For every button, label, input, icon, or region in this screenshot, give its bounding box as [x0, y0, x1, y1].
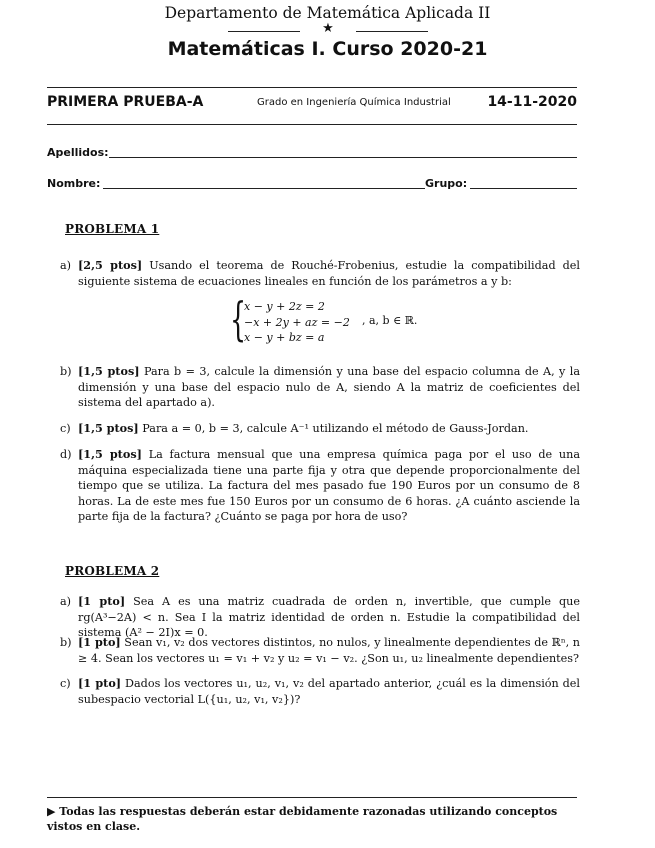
item-mark: c)	[60, 422, 71, 435]
item-text: Para a = 0, b = 3, calcule A⁻¹ utilizando el método de Gauss-Jordan.	[138, 422, 529, 435]
exam-title: PRIMERA PRUEBA-A	[47, 94, 204, 110]
equation-2: −x + 2y + az = −2	[244, 315, 350, 329]
item-mark: d)	[60, 448, 72, 461]
department-name: Departamento de Matemática Aplicada II	[164, 4, 491, 22]
problem-2-title: PROBLEMA 2	[65, 564, 160, 578]
item-points: [1,5 ptos]	[78, 421, 139, 435]
exam-info-row	[47, 94, 577, 114]
problem-1-item-c	[60, 421, 580, 437]
item-points: [1,5 ptos]	[78, 447, 142, 461]
item-text: Sea A es una matriz cuadrada de orden n, invertible, que cumple que rg(A³−2A) < n. Sea I la matriz identidad de orden n. Estudie la compatibilidad del sistema (A² − 2I)x = 0.	[78, 595, 581, 640]
course-title: Matemáticas I. Curso 2020-21	[167, 38, 488, 60]
ornament-line-right	[356, 31, 428, 32]
name-label: Nombre:	[47, 177, 101, 190]
group-field[interactable]	[470, 188, 577, 189]
degree-name: Grado en Ingeniería Química Industrial	[257, 97, 451, 108]
problem-2-item-a	[60, 594, 580, 641]
item-text: La factura mensual que una empresa química paga por el uso de una máquina especializada tiene una parte fija y otra que depende proporcionalmente del tiempo que se utiliza. La factura del mes pasado fue 190 Euros por un consumo de 8 horas. La de este mes fue 150 Euros por un consumo de 6 horas. ¿A cuánto asciende la parte fija de la factura? ¿Cuánto se paga por hora de uso?	[78, 448, 581, 524]
footer-text: Todas las respuestas deberán estar debidamente razonadas utilizando conceptos vistos en clase.	[47, 805, 558, 833]
item-mark: c)	[60, 677, 71, 690]
item-mark: b)	[60, 365, 72, 378]
problem-1-item-b	[60, 364, 580, 411]
item-text: Para b = 3, calcule la dimensión y una base del espacio columna de A, y la dimensión y una base del espacio nulo de A, siendo A la matriz de coeficientes del sistema del apartado a).	[78, 365, 580, 410]
footer-note	[47, 804, 577, 834]
divider-top	[47, 87, 577, 88]
problem-2-item-c	[60, 676, 580, 707]
problem-1-item-d	[60, 447, 580, 525]
equation-3: x − y + bz = a	[244, 331, 325, 344]
star-icon: ★	[322, 21, 334, 36]
title-ornament	[228, 21, 428, 38]
item-points: [1 pto]	[78, 594, 126, 608]
problem-1-item-a	[60, 258, 580, 289]
item-text: Dados los vectores u₁, u₂, v₁, v₂ del apartado anterior, ¿cuál es la dimensión del subespacio vectorial L({u₁, u₂, v₁, v₂})?	[78, 677, 581, 706]
item-points: [1,5 ptos]	[78, 364, 140, 378]
item-mark: b)	[60, 636, 72, 649]
name-field[interactable]	[103, 188, 425, 189]
exam-date: 14-11-2020	[487, 94, 577, 110]
problem-2-item-b	[60, 635, 580, 666]
item-points: [1 pto]	[78, 635, 121, 649]
divider-bottom	[47, 124, 577, 125]
item-text: Sean v₁, v₂ dos vectores distintos, no nulos, y linealmente dependientes de ℝⁿ, n ≥ 4. Sean los vectores u₁ = v₁ + v₂ y u₂ = v₁ − v₂. ¿Son u₁, u₂ linealmente dependientes?	[78, 636, 581, 665]
item-points: [1 pto]	[78, 676, 122, 690]
equation-1: x − y + 2z = 2	[244, 300, 325, 313]
item-text: Usando el teorema de Rouché-Frobenius, estudie la compatibilidad del siguiente sistema de ecuaciones lineales en función de los parámetros a y b:	[78, 259, 580, 288]
parameter-condition: , a, b ∈ ℝ.	[362, 314, 418, 327]
surname-field[interactable]	[109, 157, 577, 158]
bullet-icon: ▶	[47, 805, 56, 818]
item-mark: a)	[60, 595, 72, 608]
item-points: [2,5 ptos]	[78, 258, 143, 272]
item-mark: a)	[60, 259, 72, 272]
group-label: Grupo:	[425, 177, 468, 190]
problem-1-title: PROBLEMA 1	[65, 222, 160, 236]
system-brace: {	[230, 292, 247, 346]
footer-divider	[47, 797, 577, 798]
surname-label: Apellidos:	[47, 146, 109, 159]
